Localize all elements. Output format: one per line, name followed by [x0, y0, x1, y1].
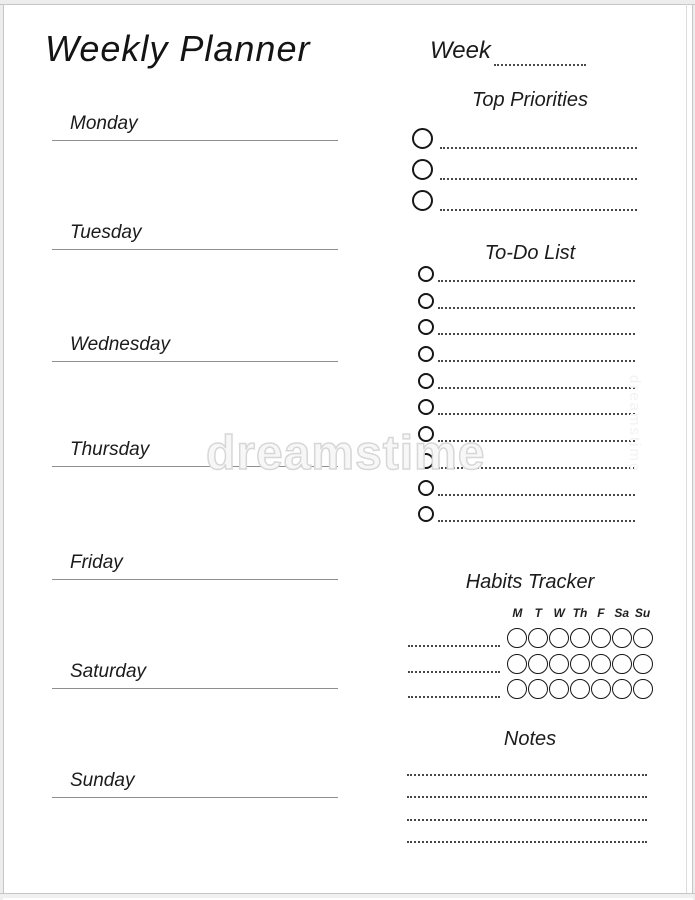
- todo-checkbox-circle: [418, 346, 434, 362]
- todo-dotted-line: [438, 519, 635, 522]
- top-priorities-heading: Top Priorities: [472, 89, 588, 111]
- todo-checkbox-circle: [418, 399, 434, 415]
- todo-dotted-line: [438, 359, 635, 362]
- habits-tracker-heading: Habits Tracker: [465, 571, 595, 593]
- todo-row: [418, 319, 635, 335]
- habit-day-friday: F: [597, 606, 605, 620]
- habit-circle: [570, 628, 590, 648]
- frame-line-bottom: [0, 893, 695, 894]
- habit-name-dotted-line: [408, 695, 500, 698]
- habit-circles: [507, 679, 653, 699]
- priority-dotted-line: [440, 208, 637, 211]
- habit-circles: [507, 628, 653, 648]
- todo-dotted-line: [438, 466, 635, 469]
- day-block-monday: [52, 107, 338, 141]
- habit-circle: [528, 628, 548, 648]
- habit-circle: [612, 679, 632, 699]
- notes-lines: [407, 753, 647, 843]
- habit-day-sunday: Su: [634, 606, 651, 620]
- habit-day-wednesday: W: [553, 606, 565, 620]
- todo-checkbox-circle: [418, 506, 434, 522]
- todo-checkbox-circle: [418, 266, 434, 282]
- todo-checkbox-circle: [418, 480, 434, 496]
- page-title: Weekly Planner: [45, 28, 311, 69]
- notes-dotted-line: [407, 798, 647, 821]
- habit-circle: [612, 628, 632, 648]
- todo-row: [418, 266, 635, 282]
- todo-checkbox-circle: [418, 373, 434, 389]
- day-label-sunday: Sunday: [70, 770, 135, 791]
- day-label-friday: Friday: [70, 552, 123, 573]
- todo-dotted-line: [438, 493, 635, 496]
- todo-checkbox-circle: [418, 319, 434, 335]
- habit-circle: [507, 628, 527, 648]
- todo-row: [418, 293, 635, 309]
- habit-circle: [633, 654, 653, 674]
- habit-circle: [507, 679, 527, 699]
- todo-list-heading: To-Do List: [484, 242, 576, 264]
- habit-row: [408, 654, 654, 674]
- day-label-monday: Monday: [70, 113, 138, 134]
- todo-row: [418, 426, 635, 442]
- priority-checkbox-circle: [412, 190, 433, 211]
- habit-circle: [633, 679, 653, 699]
- habit-name-dotted-line: [408, 644, 500, 647]
- priority-dotted-line: [440, 146, 637, 149]
- habit-circle: [591, 628, 611, 648]
- notes-dotted-line: [407, 776, 647, 799]
- day-block-thursday: [52, 433, 338, 467]
- top-priorities-list: [412, 128, 637, 211]
- todo-row: [418, 373, 635, 389]
- frame-line-right: [692, 4, 693, 894]
- day-block-friday: [52, 546, 338, 580]
- watermark-text: dreamstime: [206, 427, 486, 480]
- priority-checkbox-circle: [412, 159, 433, 180]
- habit-day-headers: [507, 606, 653, 620]
- habit-day-monday: M: [512, 606, 523, 620]
- frame-edge-bottom: [0, 894, 695, 898]
- habit-circle: [528, 679, 548, 699]
- priority-row: [412, 190, 637, 211]
- notes-heading: Notes: [503, 728, 557, 750]
- week-label: Week: [430, 37, 491, 64]
- todo-checkbox-circle: [418, 293, 434, 309]
- habit-circle: [549, 628, 569, 648]
- todo-dotted-line: [438, 306, 635, 309]
- habit-circle: [570, 679, 590, 699]
- day-block-tuesday: [52, 216, 338, 250]
- habit-row: [408, 679, 654, 699]
- habit-day-thursday: Th: [572, 606, 588, 620]
- notes-dotted-line: [407, 753, 647, 776]
- day-label-thursday: Thursday: [70, 439, 150, 460]
- habit-circle: [549, 654, 569, 674]
- day-label-saturday: Saturday: [70, 661, 147, 682]
- day-block-sunday: [52, 764, 338, 798]
- todo-row: [418, 480, 635, 496]
- day-label-tuesday: Tuesday: [70, 222, 142, 243]
- habit-day-saturday: Sa: [614, 606, 630, 620]
- day-label-wednesday: Wednesday: [70, 334, 170, 355]
- todo-list: [418, 266, 635, 522]
- todo-row: [418, 346, 635, 362]
- page-right-border: [686, 4, 687, 893]
- habit-day-tuesday: T: [534, 606, 542, 620]
- habit-circle: [570, 654, 590, 674]
- todo-checkbox-circle: [418, 426, 434, 442]
- frame-line-left: [3, 4, 4, 894]
- notes-dotted-line: [407, 821, 647, 844]
- priority-dotted-line: [440, 177, 637, 180]
- todo-row: [418, 399, 635, 415]
- day-block-saturday: [52, 655, 338, 689]
- todo-row: [418, 453, 635, 469]
- habit-circles: [507, 654, 653, 674]
- habit-circle: [591, 654, 611, 674]
- frame-line-top: [0, 4, 695, 5]
- habit-rows: [408, 628, 654, 699]
- todo-checkbox-circle: [418, 453, 434, 469]
- todo-dotted-line: [438, 439, 635, 442]
- habit-circle: [528, 654, 548, 674]
- priority-row: [412, 128, 637, 149]
- day-block-wednesday: [52, 328, 338, 362]
- watermark-edge-text: dreamstime: [626, 375, 643, 474]
- week-fill-in-line: [494, 44, 586, 66]
- todo-dotted-line: [438, 332, 635, 335]
- habit-circle: [612, 654, 632, 674]
- priority-row: [412, 159, 637, 180]
- todo-dotted-line: [438, 279, 635, 282]
- habit-circle: [549, 679, 569, 699]
- habit-circle: [633, 628, 653, 648]
- habit-name-dotted-line: [408, 670, 500, 673]
- todo-dotted-line: [438, 386, 635, 389]
- todo-dotted-line: [438, 412, 635, 415]
- priority-checkbox-circle: [412, 128, 433, 149]
- habit-circle: [507, 654, 527, 674]
- todo-row: [418, 506, 635, 522]
- habit-circle: [591, 679, 611, 699]
- habit-row: [408, 628, 654, 648]
